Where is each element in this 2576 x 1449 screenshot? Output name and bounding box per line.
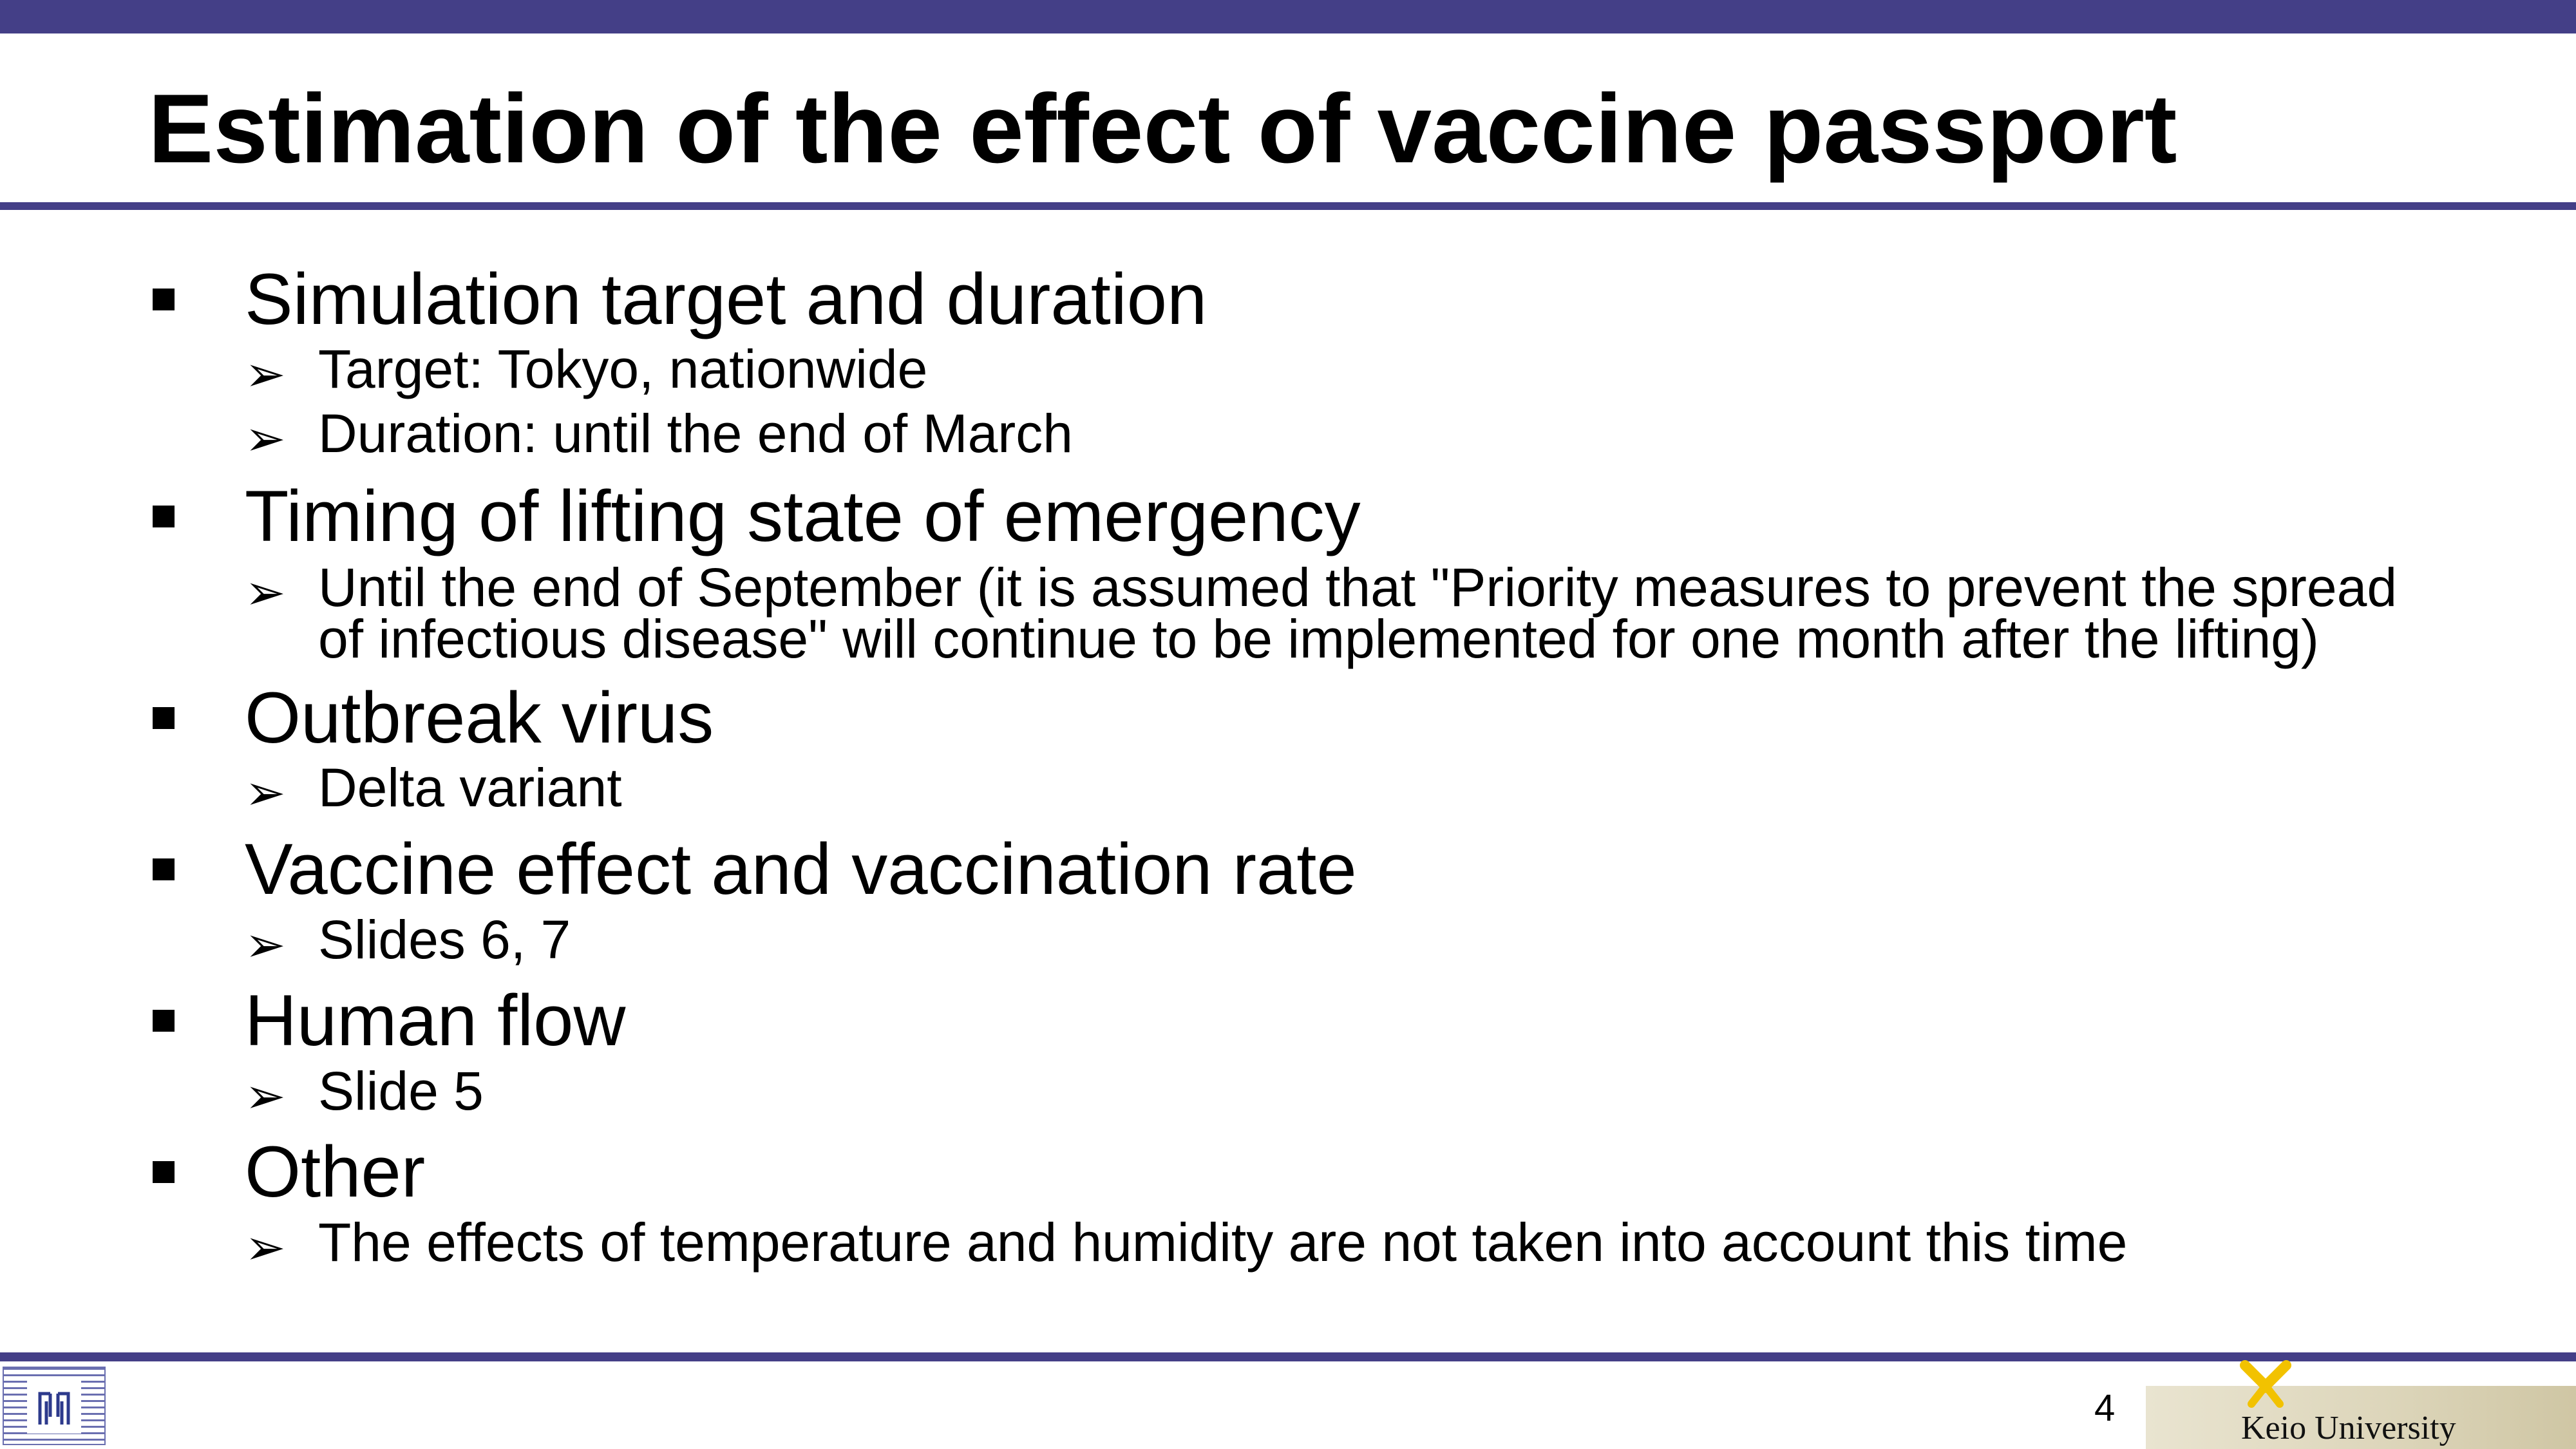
section-heading-emergency	[0, 475, 2576, 558]
page-title: Estimation of the effect of vaccine passport	[148, 74, 2177, 184]
section-heading-text: Simulation target and duration	[245, 259, 1208, 339]
top-accent-bar	[0, 0, 2576, 33]
section-heading-simulation	[0, 258, 2576, 341]
section-heading-other	[0, 1130, 2576, 1214]
list-item-text: Slide 5	[318, 1061, 484, 1121]
list-item-text: Delta variant	[318, 757, 622, 818]
square-bullet-icon	[153, 858, 175, 880]
section-heading-text: Timing of lifting state of emergency	[245, 476, 1361, 556]
keio-logo	[2146, 1386, 2576, 1449]
page-number: 4	[2094, 1387, 2116, 1429]
keio-pen-emblem-icon	[2240, 1359, 2291, 1410]
list-item-text: Target: Tokyo, nationwide	[318, 339, 928, 399]
square-bullet-icon	[153, 1010, 175, 1032]
arrowhead-bullet-icon: ➢	[245, 564, 286, 621]
list-item-text: Until the end of September (it is assumed that "Priority measures to prevent the spread of infectious disease" will continue to be implemented for one month after the lifting)	[318, 557, 2398, 669]
arrowhead-bullet-icon: ➢	[245, 1218, 286, 1276]
list-item-text: Duration: until the end of March	[318, 403, 1073, 464]
section-heading-virus	[0, 676, 2576, 760]
arrowhead-bullet-icon: ➢	[245, 1067, 286, 1124]
list-item-text: The effects of temperature and humidity are not taken into account this time	[318, 1212, 2128, 1273]
section-heading-text: Other	[245, 1132, 426, 1212]
section-heading-vaccine	[0, 828, 2576, 911]
arrowhead-bullet-icon: ➢	[245, 410, 286, 467]
section-heading-text: Human flow	[245, 980, 626, 1061]
lab-logo-icon	[3, 1367, 106, 1445]
list-item-text: Slides 6, 7	[318, 909, 571, 970]
university-name: Keio University	[2241, 1410, 2456, 1446]
square-bullet-icon	[153, 289, 175, 310]
square-bullet-icon	[153, 707, 175, 729]
square-bullet-icon	[153, 506, 175, 527]
section-heading-text: Outbreak virus	[245, 677, 714, 758]
arrowhead-bullet-icon: ➢	[245, 345, 286, 402]
footer-divider	[0, 1352, 2576, 1361]
arrowhead-bullet-icon: ➢	[245, 916, 286, 973]
section-heading-text: Vaccine effect and vaccination rate	[245, 829, 1357, 909]
title-divider	[0, 202, 2576, 210]
lab-logo-mark	[27, 1379, 81, 1434]
section-heading-human-flow	[0, 979, 2576, 1063]
square-bullet-icon	[153, 1161, 175, 1183]
arrowhead-bullet-icon: ➢	[245, 764, 286, 821]
